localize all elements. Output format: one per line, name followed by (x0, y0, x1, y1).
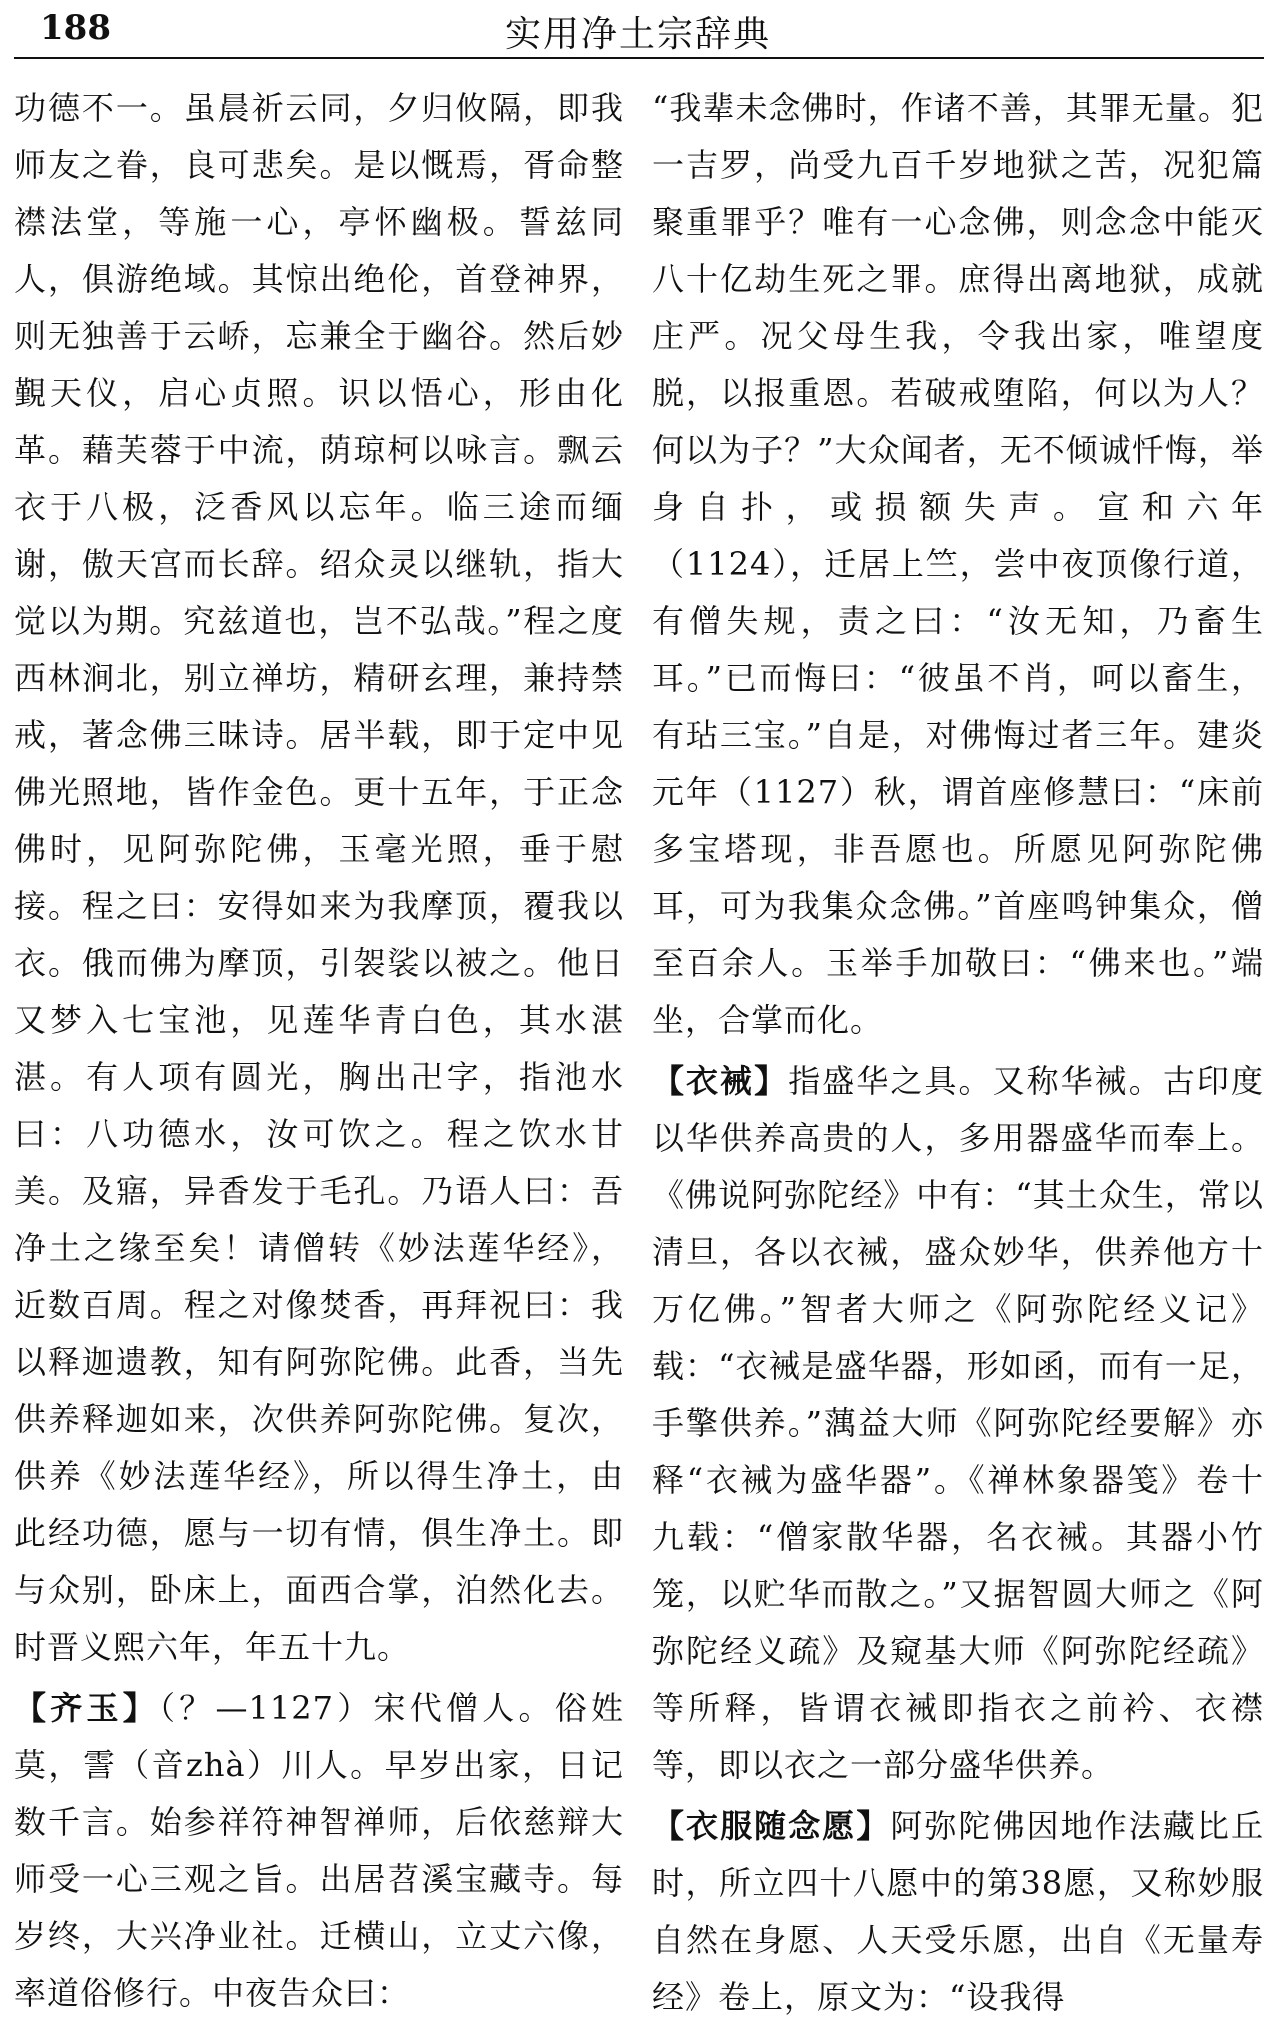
entry-yige (652, 1053, 1264, 1794)
page-header (0, 0, 1278, 58)
continuation-paragraph: 功德不一。虽晨祈云同，夕归攸隔，即我师友之眷，良可悲矣。是以慨焉，胥命整襟法堂，等施一心，亭怀幽极。誓兹同人，俱游绝域。其惊出绝伦，首登神界，则无独善于云峤，忘兼全于幽谷。然后妙覲天仪，启心贞照。识以悟心，形由化革。藉芙蓉于中流，荫琼柯以咏言。飘云衣于八极，泛香风以忘年。临三途而缅谢，傲天宫而长辞。绍众灵以继轨，指大觉以为期。究兹道也，岂不弘哉。”程之度西林涧北，别立禅坊，精研玄理，兼持禁戒，著念佛三昧诗。居半载，即于定中见佛光照地，皆作金色。更十五年，于正念佛时，见阿弥陀佛，玉毫光照，垂于慰接。程之曰：安得如来为我摩顶，覆我以衣。俄而佛为摩顶，引袈裟以被之。他日又梦入七宝池，见莲华青白色，其水湛湛。有人项有圆光，胸出卍字，指池水曰：八功德水，汝可饮之。程之饮水甘美。及寤，异香发于毛孔。乃语人曰：吾净土之缘至矣！请僧转《妙法莲华经》，近数百周。程之对像焚香，再拜祝曰：我以释迦遗教，知有阿弥陀佛。此香，当先供养释迦如来，次供养阿弥陀佛。复次，供养《妙法莲华经》，所以得生净土，由此经功德，愿与一切有情，俱生净土。即与众别，卧床上，面西合掌，泊然化去。时晋义熙六年，年五十九。 (14, 89, 624, 1666)
entry-headword: 【衣服随念愿】 (652, 1807, 891, 1845)
right-column (652, 80, 1264, 2026)
continuation-paragraph: “我辈未念佛时，作诸不善，其罪无量。犯一吉罗，尚受九百千岁地狱之苦，况犯篇聚重罪乎？唯有一心念佛，则念念中能灭八十亿劫生死之罪。庶得出离地狱，成就庄严。况父母生我，令我出家，唯望度脱，以报重恩。若破戒堕陷，何以为人？何以为子？”大众闻者，无不倾诚忏悔，举身自扑，或损额失声。宣和六年（1124），迁居上竺，尝中夜顶像行道，有僧失规，责之曰：“汝无知，乃畜生耳。”已而悔曰：“彼虽不肖，呵以畜生，有玷三宝。”自是，对佛悔过者三年。建炎元年（1127）秋，谓首座修慧曰：“床前多宝塔现，非吾愿也。所愿见阿弥陀佛耳，可为我集众念佛。”首座鸣钟集众，僧至百余人。玉举手加敬曰：“佛来也。”端坐，合掌而化。 (652, 89, 1264, 1039)
running-title: 实用净土宗辞典 (505, 14, 772, 55)
entry-body: （？—1127）宋代僧人。俗姓莫，霅（音zhà）川人。早岁出家，日记数千言。始参祥符神智禅师，后依慈辩大师受一心三观之旨。出居苕溪宝藏寺。每岁终，大兴净业社。迁横山，立丈六像，率道俗修行。中夜告众曰： (14, 1689, 624, 2012)
entry-qiyu (14, 1680, 624, 2022)
left-column (14, 80, 624, 2022)
header-rule (14, 57, 1264, 59)
entry-headword: 【衣裓】 (652, 1062, 789, 1100)
entry-yifu-suinian-yuan (652, 1798, 1264, 2026)
entry-body: 阿弥陀佛因地作法藏比丘时，所立四十八愿中的第38愿，又称妙服自然在身愿、人天受乐愿，出自《无量寿经》卷上，原文为：“设我得 (652, 1807, 1264, 2016)
page-number: 188 (40, 8, 111, 48)
entry-headword: 【齐玉】 (14, 1689, 160, 1727)
entry-body: 指盛华之具。又称华裓。古印度以华供养高贵的人，多用器盛华而奉上。《佛说阿弥陀经》中有：“其土众生，常以清旦，各以衣裓，盛众妙华，供养他方十万亿佛。”智者大师之《阿弥陀经义记》载：“衣裓是盛华器，形如函，而有一足，手擎供养。”蕅益大师《阿弥陀经要解》亦释“衣裓为盛华器”。《禅林象器笺》卷十九载：“僧家散华器，名衣裓。其器小竹笼，以贮华而散之。”又据智圆大师之《阿弥陀经义疏》及窥基大师《阿弥陀经疏》等所释，皆谓衣裓即指衣之前衿、衣襟等，即以衣之一部分盛华供养。 (652, 1062, 1264, 1784)
